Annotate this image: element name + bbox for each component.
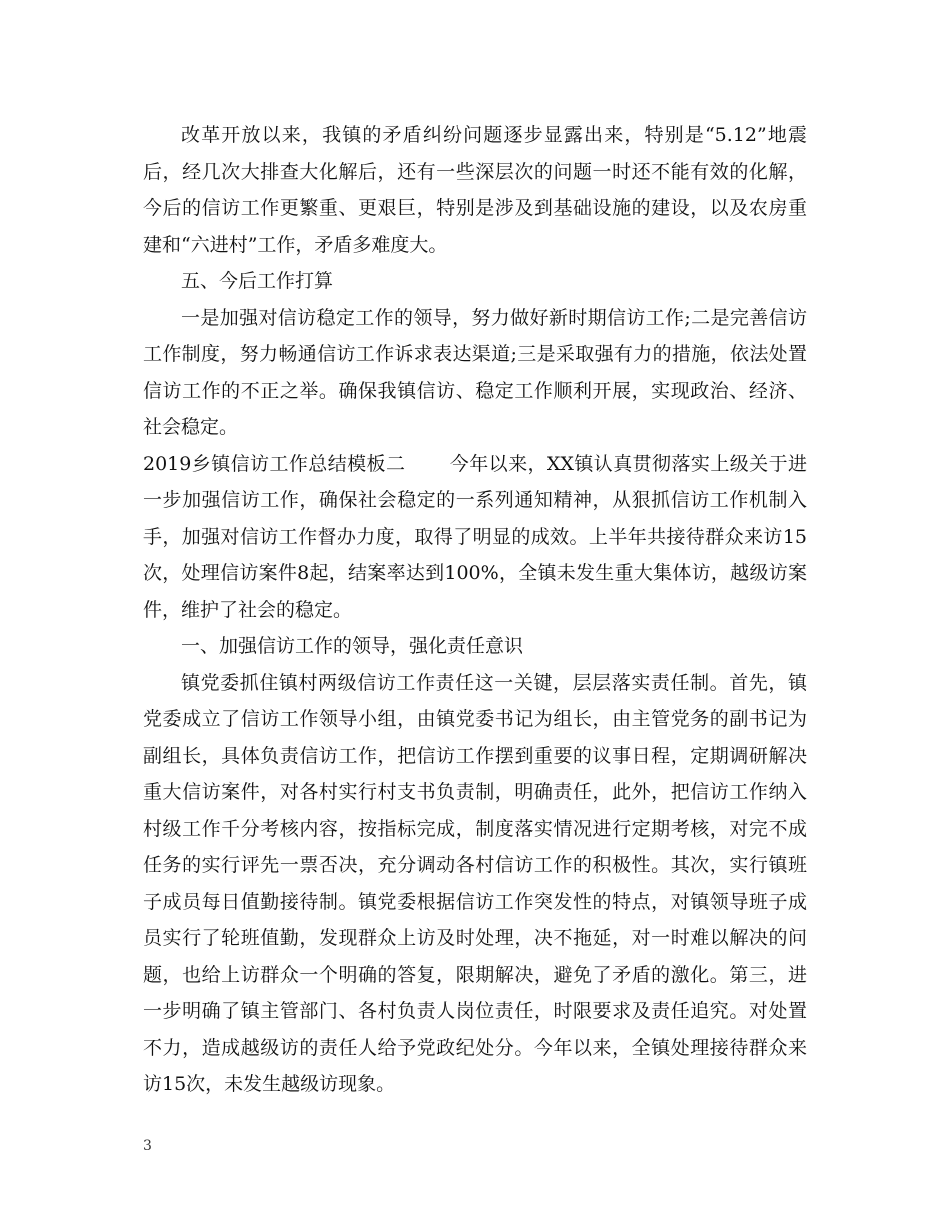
heading-leadership: 一、加强信访工作的领导，强化责任意识	[181, 635, 524, 657]
paragraph-reform: 改革开放以来，我镇的矛盾纠纷问题逐步显露出来，特别是“5.12”地震后，经几次大排查大化解后，还有一些深层次的问题一时还不能有效的化解，今后的信访工作更繁重、更艰巨，特别是涉及到基础设施的建设，以及农房重建和“六进村”工作，矛盾多难度大。	[143, 124, 807, 256]
paragraph-leadership: 镇党委抓住镇村两级信访工作责任这一关键，层层落实责任制。首先，镇党委成立了信访工作领导小组，由镇党委书记为组长，由主管党务的副书记为副组长，具体负责信访工作，把信访工作摆到重要的议事日程，定期调研解决重大信访案件，对各村实行村支书负责制，明确责任，此外，把信访工作纳入村级工作千分考核内容，按指标完成，制度落实情况进行定期考核，对完不成任务的实行评先一票否决，充分调动各村信访工作的积极性。其次，实行镇班子成员每日值勤接待制。镇党委根据信访工作突发性的特点，对镇领导班子成员实行了轮班值勤，发现群众上访及时处理，决不拖延，对一时难以解决的问题，也给上访群众一个明确的答复，限期解决，避免了矛盾的激化。第三，进一步明确了镇主管部门、各村负责人岗位责任，时限要求及责任追究。对处置不力，造成越级访的责任人给予党政纪处分。今年以来，全镇处理接待群众来访15次，未发生越级访现象。	[143, 671, 807, 1095]
section-two-block	[143, 446, 807, 629]
paragraph-future-plan: 一是加强对信访稳定工作的领导，努力做好新时期信访工作;二是完善信访工作制度，努力畅通信访工作诉求表达渠道;三是采取强有力的措施，依法处置信访工作的不正之举。确保我镇信访、稳定工作顺利开展，实现政治、经济、社会稳定。	[143, 306, 807, 438]
section-two-title: 2019乡镇信访工作总结模板二	[143, 452, 406, 475]
document-body	[143, 117, 807, 1103]
heading-future-plan: 五、今后工作打算	[181, 270, 334, 292]
section-two-intro: 今年以来，XX镇认真贯彻落实上级关于进一步加强信访工作，确保社会稳定的一系列通知精神，从狠抓信访工作机制入手，加强对信访工作督办力度，取得了明显的成效。上半年共接待群众来访15次，处理信访案件8起，结案率达到100%，全镇未发生重大集体访，越级访案件，维护了社会的稳定。	[143, 452, 807, 621]
page-number: 3	[143, 1138, 152, 1154]
